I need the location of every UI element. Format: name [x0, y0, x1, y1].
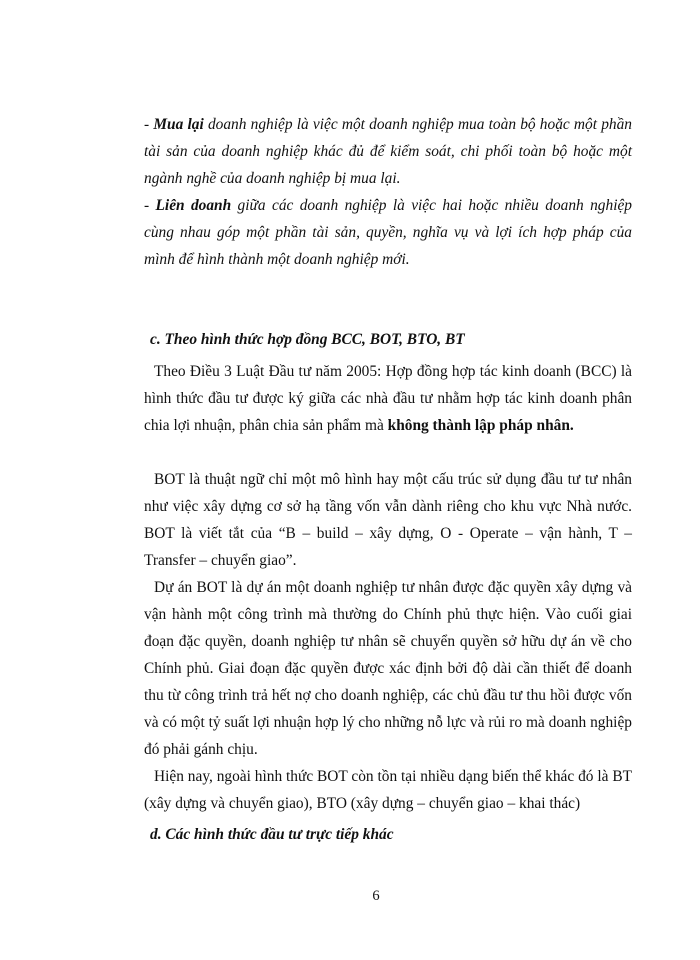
- paragraph-bot-definition: BOT là thuật ngữ chỉ một mô hình hay một cấu trúc sử dụng đầu tư tư nhân như việc xây dựng cơ sở hạ tầng vốn vẫn dành riêng cho khu vực Nhà nước. BOT là viết tắt của “B – build – xây dựng, O - Operate – vận hành, T – Transfer – chuyển giao”.: [144, 471, 632, 569]
- paragraph-text: Theo Điều 3 Luật Đầu tư năm 2005: Hợp đồng hợp tác kinh doanh (BCC) là hình thức đầu tư được ký giữa các nhà đầu tư nhằm hợp tác kinh doanh phân chia lợi nhuận, phân chia sản phẩm mà: [144, 363, 632, 434]
- paragraph-prefix: -: [144, 197, 156, 214]
- paragraph-text: giữa các doanh nghiệp là việc hai hoặc nhiều doanh nghiệp cùng nhau góp một phần tài sản, quyền, nghĩa vụ và lợi ích hợp pháp của mình để hình thành một doanh nghiệp mới.: [144, 197, 632, 268]
- paragraph-prefix: -: [144, 116, 154, 133]
- section-heading-c: c. Theo hình thức hợp đồng BCC, BOT, BTO, BT: [150, 331, 465, 348]
- section-heading-d: d. Các hình thức đầu tư trực tiếp khác: [150, 826, 394, 843]
- paragraph-acquisition: [144, 111, 632, 192]
- term-acquisition: Mua lại: [153, 116, 204, 133]
- term-joint-venture: Liên doanh: [155, 197, 232, 214]
- paragraph-text: doanh nghiệp là việc một doanh nghiệp mua toàn bộ hoặc một phần tài sản của doanh nghiệp khác đủ để kiểm soát, chi phối toàn bộ hoặc một ngành nghề của doanh nghiệp bị mua lại.: [144, 116, 632, 187]
- bold-phrase: không thành lập pháp nhân.: [387, 417, 574, 434]
- paragraph-variants: Hiện nay, ngoài hình thức BOT còn tồn tại nhiều dạng biến thể khác đó là BT (xây dựng và chuyển giao), BTO (xây dựng – chuyển giao – khai thác): [144, 768, 632, 812]
- paragraph-bot-project: Dự án BOT là dự án một doanh nghiệp tư nhân được đặc quyền xây dựng và vận hành một công trình mà thường do Chính phủ thực hiện. Vào cuối giai đoạn đặc quyền, doanh nghiệp tư nhân sẽ chuyển quyền sở hữu dự án về cho Chính phủ. Giai đoạn đặc quyền được xác định bởi độ dài cần thiết để doanh thu từ công trình trả hết nợ cho doanh nghiệp, các chủ đầu tư thu hồi được vốn và có một tỷ suất lợi nhuận hợp lý cho những nỗ lực và rủi ro mà doanh nghiệp đó phải gánh chịu.: [144, 579, 632, 758]
- paragraph-bcc: [144, 358, 632, 439]
- paragraph-joint-venture: [144, 192, 632, 273]
- page-number: 6: [372, 888, 380, 904]
